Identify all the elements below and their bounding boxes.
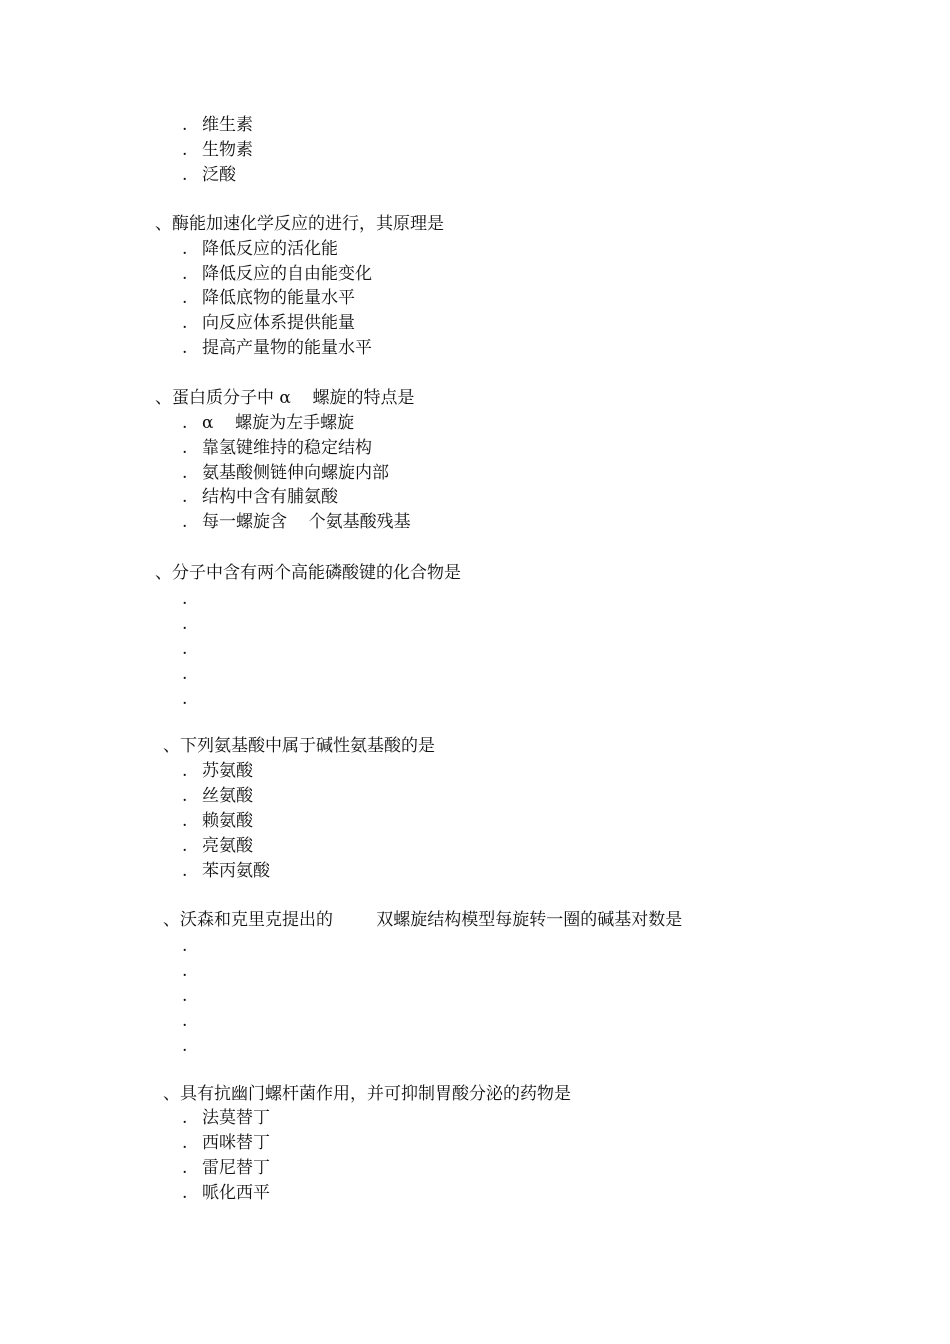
- option-item: [182, 486, 338, 508]
- question-stem: 、下列氨基酸中属于碱性氨基酸的是: [163, 736, 435, 756]
- option-item: [182, 1157, 270, 1179]
- option-text: 法莫替丁: [202, 1108, 270, 1128]
- option-marker: .: [182, 1036, 188, 1056]
- option-marker: .: [182, 1133, 188, 1153]
- question-stem: 、分子中含有两个高能磷酸键的化合物是: [155, 563, 461, 583]
- option-item: [182, 114, 253, 136]
- option-text: 结构中含有脯氨酸: [202, 487, 338, 507]
- option-marker: .: [182, 438, 188, 458]
- question-stem: 、酶能加速化学反应的进行，其原理是: [155, 214, 444, 234]
- option-text: 降低反应的自由能变化: [202, 264, 372, 284]
- option-item: [182, 412, 354, 434]
- option-item: [182, 638, 202, 660]
- option-marker: .: [182, 664, 188, 684]
- option-item: [182, 511, 411, 533]
- question-stem: 、蛋白质分子中 α 螺旋的特点是: [155, 388, 415, 408]
- option-marker: .: [182, 986, 188, 1006]
- option-text: 亮氨酸: [202, 836, 253, 856]
- option-item: [182, 1035, 202, 1057]
- option-text: 氨基酸侧链伸向螺旋内部: [202, 463, 389, 483]
- option-item: [182, 1107, 270, 1129]
- question-stem: 、沃森和克里克提出的 双螺旋结构模型每旋转一圈的碱基对数是: [163, 910, 683, 930]
- option-marker: .: [182, 264, 188, 284]
- option-marker: .: [182, 165, 188, 185]
- option-marker: .: [182, 639, 188, 659]
- option-item: [182, 760, 253, 782]
- option-item: [182, 860, 270, 882]
- option-text: 生物素: [202, 140, 253, 160]
- option-marker: .: [182, 961, 188, 981]
- option-text: 提高产量物的能量水平: [202, 338, 372, 358]
- option-item: [182, 263, 372, 285]
- option-item: [182, 935, 202, 957]
- option-text: 苯丙氨酸: [202, 861, 270, 881]
- option-item: [182, 437, 372, 459]
- option-item: [182, 613, 202, 635]
- option-marker: .: [182, 786, 188, 806]
- option-marker: .: [182, 614, 188, 634]
- option-item: [182, 985, 202, 1007]
- option-marker: .: [182, 1183, 188, 1203]
- option-text: 赖氨酸: [202, 811, 253, 831]
- option-marker: .: [182, 936, 188, 956]
- option-item: [182, 1132, 270, 1154]
- option-marker: .: [182, 140, 188, 160]
- option-text: 哌化西平: [202, 1183, 270, 1203]
- option-text: 维生素: [202, 115, 253, 135]
- option-text: 向反应体系提供能量: [202, 313, 355, 333]
- option-item: [182, 785, 253, 807]
- option-text: 雷尼替丁: [202, 1158, 270, 1178]
- option-item: [182, 588, 202, 610]
- option-marker: .: [182, 836, 188, 856]
- option-text: 丝氨酸: [202, 786, 253, 806]
- option-item: [182, 312, 355, 334]
- option-marker: .: [182, 861, 188, 881]
- option-marker: .: [182, 512, 188, 532]
- option-marker: .: [182, 487, 188, 507]
- option-marker: .: [182, 589, 188, 609]
- option-marker: .: [182, 313, 188, 333]
- option-marker: .: [182, 1108, 188, 1128]
- option-marker: .: [182, 1011, 188, 1031]
- option-text: 降低反应的活化能: [202, 239, 338, 259]
- question-stem: 、具有抗幽门螺杆菌作用，并可抑制胃酸分泌的药物是: [163, 1084, 571, 1104]
- option-marker: .: [182, 413, 188, 433]
- option-item: [182, 960, 202, 982]
- option-marker: .: [182, 463, 188, 483]
- option-item: [182, 139, 253, 161]
- option-text: 苏氨酸: [202, 761, 253, 781]
- option-marker: .: [182, 115, 188, 135]
- option-item: [182, 337, 372, 359]
- option-item: [182, 835, 253, 857]
- option-text: 泛酸: [202, 165, 236, 185]
- option-text: α 螺旋为左手螺旋: [202, 413, 355, 433]
- option-item: [182, 1010, 202, 1032]
- option-marker: .: [182, 338, 188, 358]
- option-text: 靠氢键维持的稳定结构: [202, 438, 372, 458]
- option-marker: .: [182, 1158, 188, 1178]
- option-text: 每一螺旋含 个氨基酸残基: [202, 512, 411, 532]
- option-marker: .: [182, 761, 188, 781]
- option-item: [182, 1182, 270, 1204]
- option-marker: .: [182, 288, 188, 308]
- option-text: 西咪替丁: [202, 1133, 270, 1153]
- option-item: [182, 462, 389, 484]
- option-marker: .: [182, 689, 188, 709]
- option-item: [182, 688, 202, 710]
- option-item: [182, 238, 338, 260]
- option-item: [182, 810, 253, 832]
- option-text: 降低底物的能量水平: [202, 288, 355, 308]
- option-marker: .: [182, 811, 188, 831]
- option-item: [182, 663, 202, 685]
- option-marker: .: [182, 239, 188, 259]
- option-item: [182, 164, 236, 186]
- option-item: [182, 287, 355, 309]
